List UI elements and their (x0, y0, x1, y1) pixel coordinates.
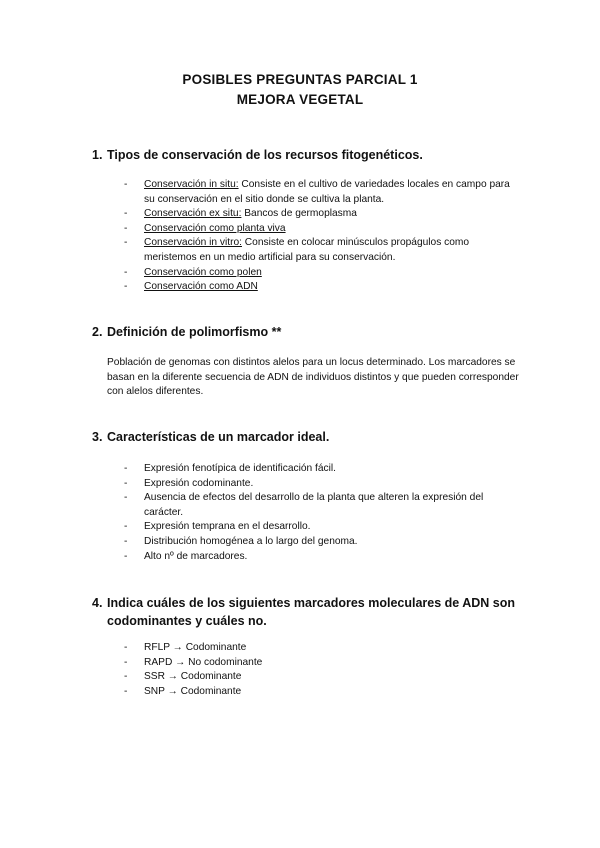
dash-bullet: - (124, 222, 128, 234)
document-title: POSIBLES PREGUNTAS PARCIAL 1 (182, 72, 418, 87)
dash-bullet: - (124, 266, 128, 278)
list-item-text: Alto nº de marcadores. (144, 550, 248, 562)
section-title: Indica cuáles de los siguientes marcadores moleculares de ADN son codominantes y cuáles no. (107, 596, 516, 628)
list-item-term: Conservación in situ: (144, 179, 239, 190)
list-item (124, 207, 514, 222)
section-2-heading (92, 323, 532, 341)
list-item (124, 178, 514, 207)
list-item (124, 477, 514, 492)
dash-bullet: - (124, 685, 128, 697)
dash-bullet: - (124, 477, 128, 489)
conservation-types-list (124, 178, 514, 295)
list-item (124, 280, 514, 295)
section-4-heading (92, 594, 532, 630)
list-item-text: Ausencia de efectos del desarrollo de la planta que alteren la expresión del carácter. (144, 492, 484, 518)
list-item-term: Conservación in vitro: (144, 237, 242, 249)
list-item-text: RFLP → Codominante (144, 642, 247, 653)
section-title: Tipos de conservación de los recursos fitogenéticos. (107, 148, 423, 162)
list-item-term: Conservación como ADN (144, 281, 258, 293)
section-3-heading (92, 428, 532, 446)
section-number: 2. (92, 325, 103, 339)
list-item-text: Bancos de germoplasma (241, 208, 357, 220)
section-number: 4. (92, 596, 103, 610)
list-item-text: RAPD → No codominante (144, 656, 263, 668)
list-item (124, 641, 514, 656)
section-1-heading (92, 146, 532, 164)
list-item-text: Expresión codominante. (144, 477, 254, 489)
list-item-term: Conservación ex situ: (144, 208, 242, 220)
dash-bullet: - (124, 642, 128, 653)
dash-bullet: - (124, 550, 128, 562)
list-item-text: SNP → Codominante (144, 685, 242, 697)
ideal-marker-list (124, 462, 514, 564)
list-item (124, 222, 514, 237)
list-item (124, 236, 514, 265)
dash-bullet: - (124, 535, 128, 547)
dash-bullet: - (124, 492, 128, 504)
list-item-text: Consiste en colocar minúsculos propágulos como meristemos en un medio artificial para su conservación. (144, 237, 470, 263)
list-item-text: Consiste en el cultivo de variedades locales en campo para su conservación en el sitio donde se cultiva la planta. (144, 179, 510, 205)
list-item-text: SSR → Codominante (144, 671, 242, 683)
section-number: 1. (92, 148, 103, 162)
dash-bullet: - (124, 281, 128, 293)
list-item (124, 266, 514, 281)
dash-bullet: - (124, 521, 128, 533)
list-item-text: Expresión fenotípica de identificación fácil. (144, 463, 336, 474)
list-item-text: Distribución homogénea a lo largo del genoma. (144, 535, 358, 547)
dash-bullet: - (124, 237, 128, 249)
list-item (124, 491, 514, 520)
dash-bullet: - (124, 656, 128, 668)
list-item (124, 462, 514, 477)
section-title: Definición de polimorfismo ** (107, 325, 282, 339)
list-item (124, 550, 514, 565)
list-item (124, 656, 514, 671)
list-item-text: Expresión temprana en el desarrollo. (144, 521, 311, 533)
dash-bullet: - (124, 208, 128, 220)
polymorphism-definition: Población de genomas con distintos alelos para un locus determinado. Los marcadores se basan en la diferente secuencia de ADN de individuos distintos y que pueden corresponder con alelos diferentes. (107, 357, 519, 398)
dash-bullet: - (124, 671, 128, 683)
list-item-term: Conservación como planta viva (144, 222, 286, 234)
list-item (124, 670, 514, 685)
marker-codominance-list (124, 641, 514, 699)
list-item (124, 535, 514, 550)
document-subtitle: MEJORA VEGETAL (236, 92, 364, 107)
dash-bullet: - (124, 463, 128, 474)
section-title: Características de un marcador ideal. (107, 430, 330, 444)
list-item-term: Conservación como polen (144, 266, 262, 278)
dash-bullet: - (124, 179, 128, 190)
list-item (124, 685, 514, 700)
section-number: 3. (92, 430, 103, 444)
list-item (124, 520, 514, 535)
